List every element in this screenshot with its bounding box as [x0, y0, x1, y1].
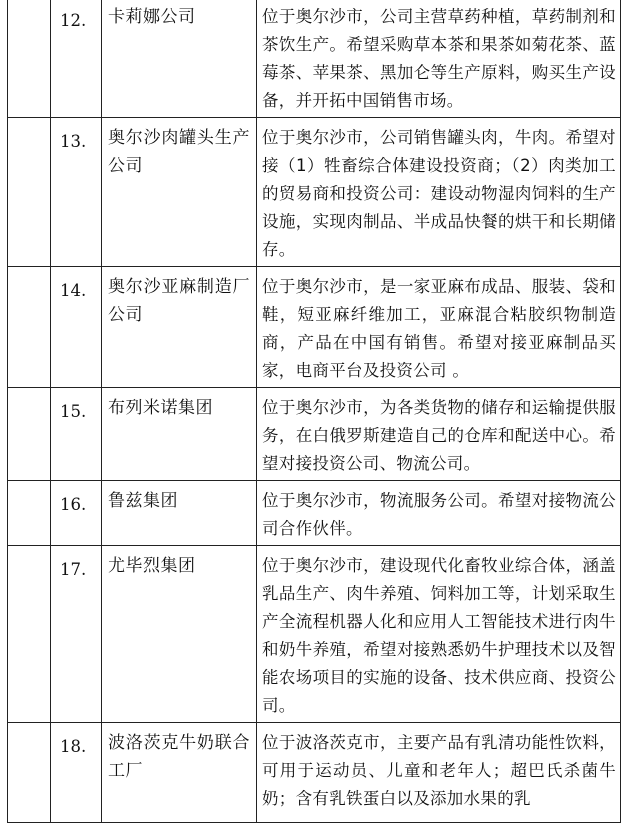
table-row [8, 267, 621, 388]
company-name: 鲁兹集团 [102, 481, 257, 546]
company-description: 位于奥尔沙市，为各类货物的储存和运输提供服务，在白俄罗斯建造自己的仓库和配送中心。希望对接投资公司、物流公司。 [257, 388, 621, 481]
company-name: 奥尔沙亚麻制造厂公司 [102, 267, 257, 388]
row-number: 12. [51, 0, 102, 118]
company-name: 波洛茨克牛奶联合工厂 [102, 723, 257, 823]
company-description: 位于奥尔沙市，物流服务公司。希望对接物流公司合作伙伴。 [257, 481, 621, 546]
table-row [8, 388, 621, 481]
row-number: 14. [51, 267, 102, 388]
company-description: 位于波洛茨克市，主要产品有乳清功能性饮料，可用于运动员、儿童和老年人；超巴氏杀菌牛奶；含有乳铁蛋白以及添加水果的乳 [257, 723, 621, 823]
table-gutter-cell [8, 723, 51, 823]
row-number: 15. [51, 388, 102, 481]
company-name: 尤毕烈集团 [102, 546, 257, 723]
table-row [8, 723, 621, 823]
table-gutter-cell [8, 0, 51, 118]
table-gutter-cell [8, 481, 51, 546]
table-row [8, 118, 621, 267]
company-description: 位于奥尔沙市，公司主营草药种植，草药制剂和茶饮生产。希望采购草本茶和果茶如菊花茶、蓝莓茶、苹果茶、黑加仑等生产原料，购买生产设备，并开拓中国销售市场。 [257, 0, 621, 118]
row-number: 16. [51, 481, 102, 546]
table-gutter-cell [8, 388, 51, 481]
table-row [8, 546, 621, 723]
table-gutter-cell [8, 546, 51, 723]
table-row [8, 0, 621, 118]
company-description: 位于奥尔沙市，建设现代化畜牧业综合体，涵盖乳品生产、肉牛养殖、饲料加工等，计划采取生产全流程机器人化和应用人工智能技术进行肉牛和奶牛养殖，希望对接熟悉奶牛护理技术以及智能农场项目的实施的设备、技术供应商、投资公司。 [257, 546, 621, 723]
company-name: 布列米诺集团 [102, 388, 257, 481]
row-number: 18. [51, 723, 102, 823]
table-gutter-cell [8, 267, 51, 388]
row-number: 17. [51, 546, 102, 723]
company-description: 位于奥尔沙市，是一家亚麻布成品、服装、袋和鞋，短亚麻纤维加工，亚麻混合粘胶织物制造商，产品在中国有销售。希望对接亚麻制品买家，电商平台及投资公司 。 [257, 267, 621, 388]
company-name: 卡莉娜公司 [102, 0, 257, 118]
company-description: 位于奥尔沙市，公司销售罐头肉，牛肉。希望对接（1）牲畜综合体建设投资商；（2）肉类加工的贸易商和投资公司：建设动物湿肉饲料的生产设施，实现肉制品、半成品快餐的烘干和长期储存。 [257, 118, 621, 267]
company-table [7, 0, 621, 823]
row-number: 13. [51, 118, 102, 267]
table-gutter-cell [8, 118, 51, 267]
company-name: 奥尔沙肉罐头生产公司 [102, 118, 257, 267]
table-row [8, 481, 621, 546]
